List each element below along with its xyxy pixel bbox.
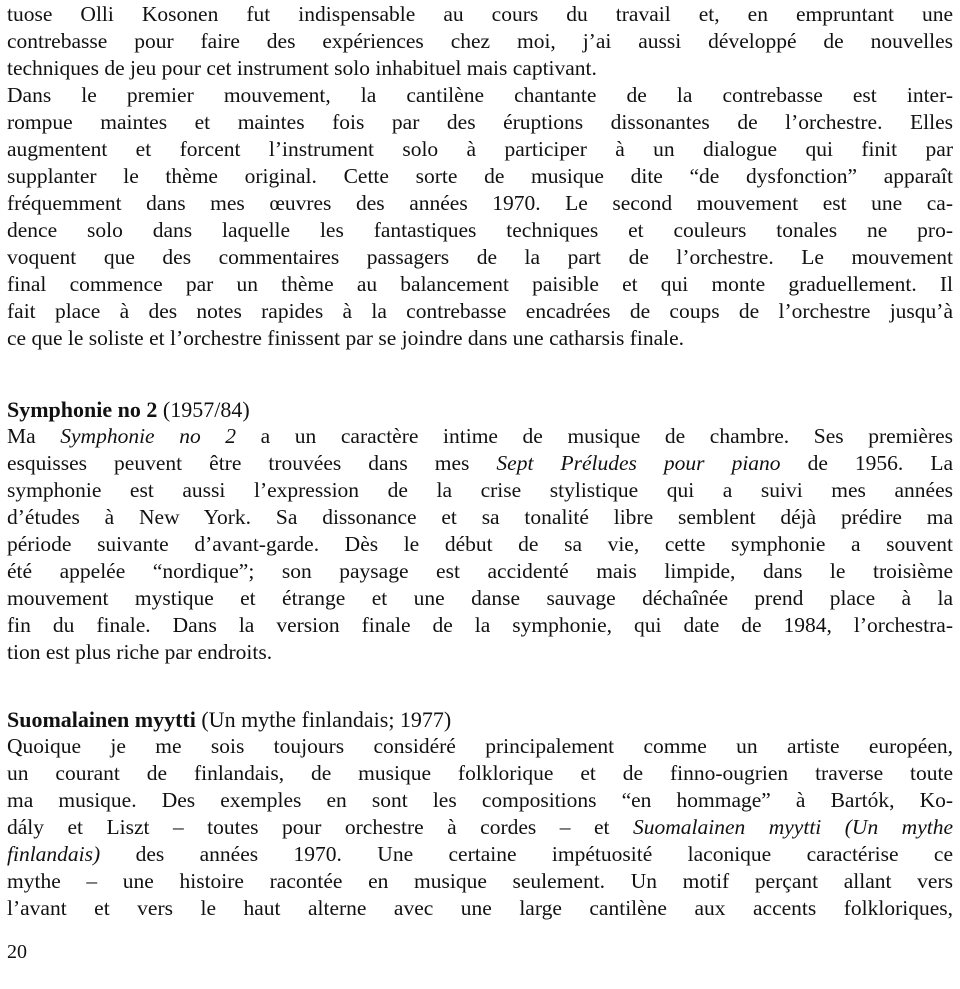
paragraph-line: ce que le soliste et l’orchestre finissent par se joindre dans une catharsis finale. <box>7 326 685 350</box>
paragraph-line: d’études à New York. Sa dissonance et sa tonalité libre semblent déjà prédire ma <box>7 505 953 529</box>
text-run: des années 1970. Une certaine impétuosité laconique caractérise ce <box>100 842 953 866</box>
paragraph-line: augmentent et forcent l’instrument solo à participer à un dialogue qui finit par <box>7 137 953 161</box>
paragraph-line: contrebasse pour faire des expériences chez moi, j’ai aussi développé de nouvelles <box>7 29 953 53</box>
page-number: 20 <box>7 941 27 963</box>
paragraph-line: été appelée “nordique”; son paysage est accidenté mais limpide, dans le troisième <box>7 559 953 583</box>
paragraph-line: Dans le premier mouvement, la cantilène chantante de la contrebasse est inter- <box>7 83 953 107</box>
paragraph-line: ma musique. Des exemples en sont les compositions “en hommage” à Bartók, Ko- <box>7 788 953 812</box>
italic-title: finlandais) <box>7 842 101 866</box>
paragraph-line: un courant de finlandais, de musique folklorique et de finno-ougrien traverse toute <box>7 761 953 785</box>
paragraph-line: période suivante d’avant-garde. Dès le début de sa vie, cette symphonie a souvent <box>7 532 953 556</box>
text-run: dály et Liszt – toutes pour orchestre à cordes – et <box>7 815 633 839</box>
text-run: a un caractère intime de musique de chambre. Ses premières <box>236 424 953 448</box>
italic-title: Suomalainen myytti (Un mythe <box>633 815 953 839</box>
paragraph-line: final commence par un thème au balancement paisible et qui monte graduellement. Il <box>7 272 953 296</box>
text-run: de 1956. La <box>780 451 953 475</box>
paragraph-line: rompue maintes et maintes fois par des éruptions dissonantes de l’orchestre. Elles <box>7 110 953 134</box>
paragraph-line <box>7 423 953 450</box>
paragraph-line: l’avant et vers le haut alterne avec une large cantilène aux accents folkloriques, <box>7 896 953 920</box>
italic-title: Symphonie no 2 <box>60 424 237 448</box>
paragraph-line: fait place à des notes rapides à la contrebasse encadrées de coups de l’orchestre jusqu’à <box>7 299 953 323</box>
section-heading-symphonie <box>7 396 953 423</box>
paragraph-line: tion est plus riche par endroits. <box>7 640 273 664</box>
section-title-rest: (Un mythe finlandais; 1977) <box>195 707 452 732</box>
paragraph-line: symphonie est aussi l’expression de la crise stylistique qui a suivi mes années <box>7 478 953 502</box>
section-title-bold: Suomalainen myytti <box>7 707 196 732</box>
paragraph-line: mouvement mystique et étrange et une danse sauvage déchaînée prend place à la <box>7 586 953 610</box>
paragraph-line <box>7 814 953 841</box>
paragraph-line: tuose Olli Kosonen fut indispensable au cours du travail et, en empruntant une <box>7 2 953 26</box>
paragraph-line <box>7 841 953 868</box>
paragraph-line <box>7 450 953 477</box>
paragraph-line: dence solo dans laquelle les fantastiques techniques et couleurs tonales ne pro- <box>7 218 953 242</box>
section-title-rest: (1957/84) <box>157 397 250 422</box>
paragraph-line: fin du finale. Dans la version finale de la symphonie, qui date de 1984, l’orchestra- <box>7 613 953 637</box>
paragraph-line: fréquemment dans mes œuvres des années 1970. Le second mouvement est une ca- <box>7 191 953 215</box>
paragraph-line: supplanter le thème original. Cette sorte de musique dite “de dysfonction” apparaît <box>7 164 953 188</box>
italic-title: Sept Préludes pour piano <box>496 451 781 475</box>
paragraph-line: Quoique je me sois toujours considéré principalement comme un artiste européen, <box>7 734 953 758</box>
section-heading-suomalainen <box>7 706 953 733</box>
paragraph-line: techniques de jeu pour cet instrument solo inhabituel mais captivant. <box>7 56 597 80</box>
paragraph-line: mythe – une histoire racontée en musique seulement. Un motif perçant allant vers <box>7 869 953 893</box>
text-run: esquisses peuvent être trouvées dans mes <box>7 451 497 475</box>
text-run: Ma <box>7 424 61 448</box>
section-title-bold: Symphonie no 2 <box>7 397 158 422</box>
paragraph-line: voquent que des commentaires passagers de la part de l’orchestre. Le mouvement <box>7 245 953 269</box>
